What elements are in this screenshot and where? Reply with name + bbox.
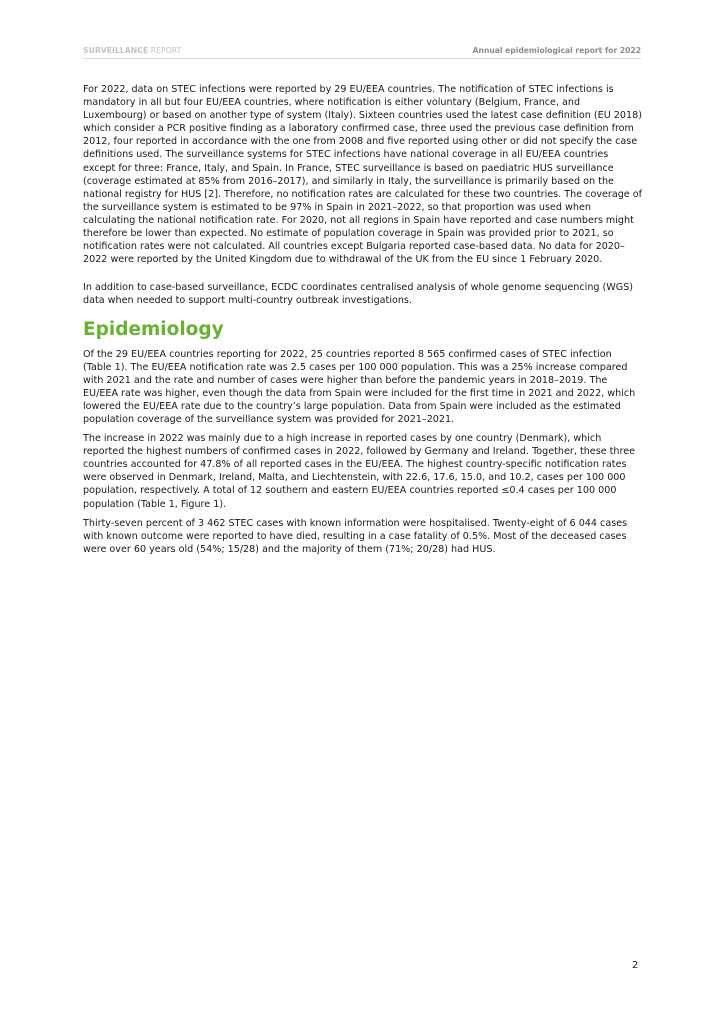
paragraph-surveillance-systems: For 2022, data on STEC infections were reported by 29 EU/EEA countries. The notification of STEC infections is mandatory in all but four EU/EEA countries, where notification is either voluntary (Belgium, France, and Luxembourg) or based on another type of system (Italy). Sixteen countries used the latest case definition (EU 2018) which consider a PCR positive finding as a laboratory confirmed case, three used the previous case definition from 2012, four reported in accordance with the one from 2008 and five reported using other or did not specify the case definitions used. The surveillance systems for STEC infections have national coverage in all EU/EEA countries except for three: France, Italy, and Spain. In France, STEC surveillance is based on paediatric HUS surveillance (coverage estimated at 85% from 2016–2017), and similarly in Italy, the surveillance is primarily based on the national registry for HUS [2]. Therefore, no notification rates are calculated for these two countries. The coverage of the surveillance system is estimated to be 97% in Spain in 2021–2022, so that proportion was used when calculating the national notification rate. For 2020, not all regions in Spain have reported and case numbers might therefore be lower than expected. No estimate of population coverage in Spain was provided prior to 2021, so notification rates were not calculated. All countries except Bulgaria reported case-based data. No data for 2020–2022 were reported by the United Kingdom due to withdrawal of the UK from the EU since 1 February 2020.	[83, 84, 643, 266]
report-title-label: Annual epidemiological report for 2022	[472, 46, 641, 55]
report-series-label: SURVEILLANCE REPORT	[83, 46, 182, 55]
main-content	[83, 83, 643, 556]
section-heading-epidemiology: Epidemiology	[83, 318, 224, 340]
paragraph-increase: The increase in 2022 was mainly due to a high increase in reported cases by one country (Denmark), which reported the highest numbers of confirmed cases in 2022, followed by Germany and Ireland. Together, these three countries accounted for 47.8% of all reported cases in the EU/EEA. The highest country-specific notification rates were observed in Denmark, Ireland, Malta, and Liechtenstein, with 22.6, 17.6, 15.0, and 10.2, cases per 100 000 population, respectively. A total of 12 southern and eastern EU/EEA countries reported ≤0.4 cases per 100 000 population (Table 1, Figure 1).	[83, 433, 636, 510]
paragraph-notification-rate: Of the 29 EU/EEA countries reporting for 2022, 25 countries reported 8 565 confirmed cases of STEC infection (Table 1). The EU/EEA notification rate was 2.5 cases per 100 000 population. This was a 25% increase compared with 2021 and the rate and number of cases were higher than before the pandemic years in 2018–2019. The EU/EEA rate was higher, even though the data from Spain were included for the first time in 2021 and 2022, which lowered the EU/EEA rate due to the country’s large population. Data from Spain were included as the estimated population coverage of the surveillance system was provided for 2021–2021.	[83, 348, 636, 425]
page-header	[83, 45, 641, 59]
page-number: 2	[632, 960, 639, 971]
paragraph-wgs: In addition to case-based surveillance, ECDC coordinates centralised analysis of whole genome sequencing (WGS) data when needed to support multi-country outbreak investigations.	[83, 282, 634, 307]
paragraph-hospitalisation: Thirty-seven percent of 3 462 STEC cases with known information were hospitalised. Twenty-eight of 6 044 cases with known outcome were reported to have died, resulting in a case fatality of 0.5%. Most of the deceased cases were over 60 years old (54%; 15/28) and the majority of them (71%; 20/28) had HUS.	[83, 517, 628, 555]
